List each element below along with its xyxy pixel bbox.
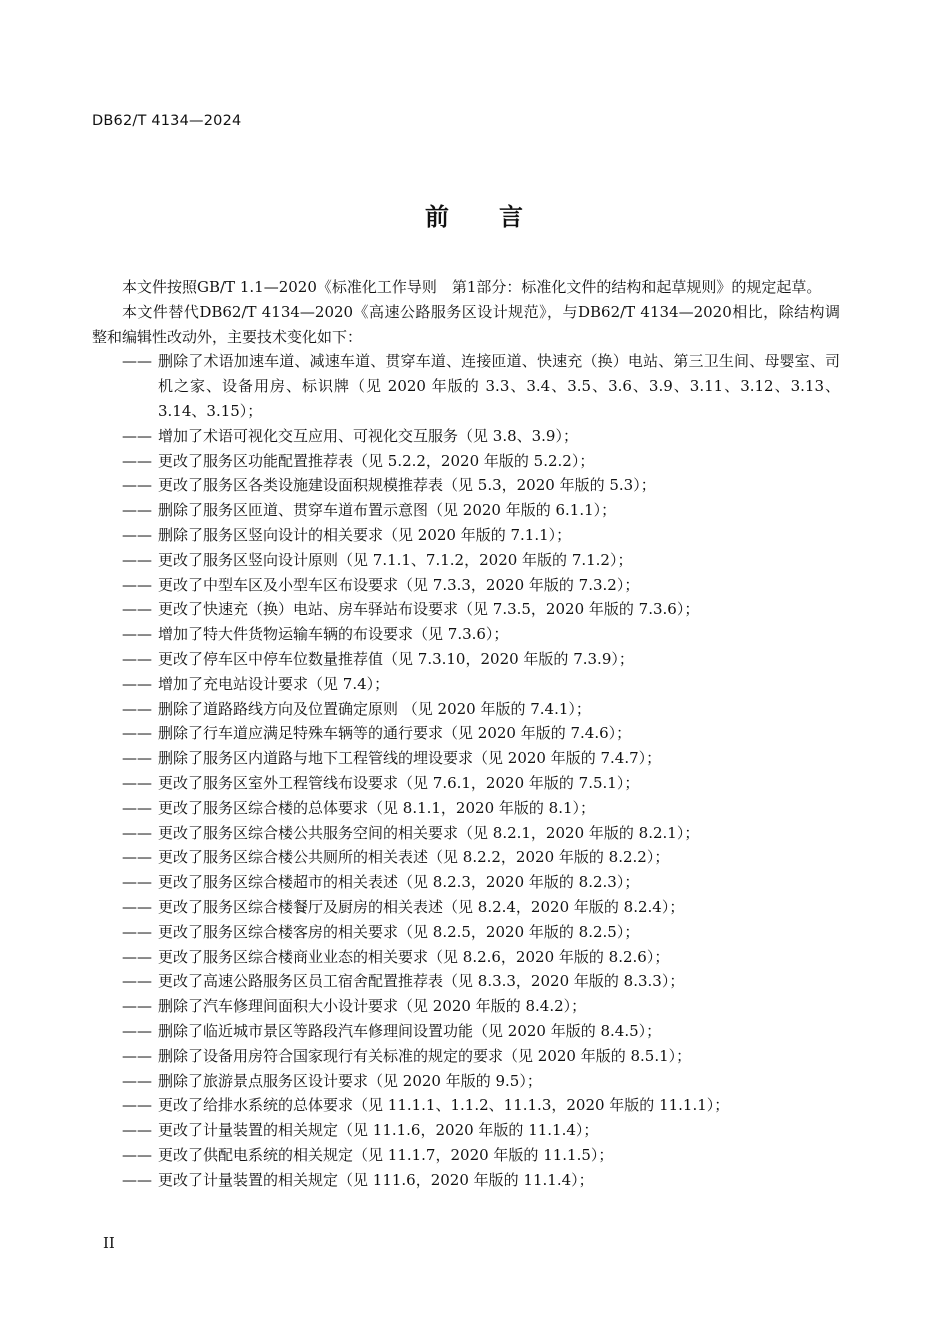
list-dash: —— bbox=[122, 525, 152, 544]
change-item-text: 更改了计量装置的相关规定（见 111.6，2020 年版的 11.1.4）； bbox=[158, 1170, 594, 1189]
change-item-text: 更改了停车区中停车位数量推荐值（见 7.3.10，2020 年版的 7.3.9）； bbox=[158, 649, 634, 668]
change-item-text: 更改了服务区室外工程管线布设要求（见 7.6.1，2020 年版的 7.5.1）； bbox=[158, 773, 640, 792]
change-item-text: 更改了服务区各类设施建设面积规模推荐表（见 5.3，2020 年版的 5.3）； bbox=[158, 476, 656, 495]
list-dash: —— bbox=[122, 625, 152, 644]
change-item bbox=[92, 994, 840, 1019]
change-item-text: 更改了服务区综合楼公共服务空间的相关要求（见 8.2.1，2020 年版的 8.2.1）； bbox=[158, 823, 700, 842]
list-dash: —— bbox=[122, 773, 152, 792]
list-dash: —— bbox=[122, 1170, 152, 1189]
change-item bbox=[92, 424, 840, 449]
list-dash: —— bbox=[122, 972, 152, 991]
change-item-text: 更改了服务区综合楼商业业态的相关要求（见 8.2.6，2020 年版的 8.2.6）； bbox=[158, 947, 670, 966]
change-item-text: 更改了计量装置的相关规定（见 11.1.6，2020 年版的 11.1.4）； bbox=[158, 1121, 599, 1140]
list-dash: —— bbox=[122, 724, 152, 743]
list-dash: —— bbox=[122, 897, 152, 916]
list-dash: —— bbox=[122, 501, 152, 520]
change-item bbox=[92, 870, 840, 895]
change-item bbox=[92, 647, 840, 672]
change-item bbox=[92, 523, 840, 548]
change-item-text: 删除了术语加速车道、减速车道、贯穿车道、连接匝道、快速充（换）电站、第三卫生间、母婴室、司机之家、设备用房、标识牌（见 2020 年版的 3.3、3.4、3.5、3.6、3.9、3.11、3.12、3.13、3.14、3.15）； bbox=[158, 352, 840, 420]
document-body bbox=[92, 275, 840, 1192]
list-dash: —— bbox=[122, 600, 152, 619]
change-item bbox=[92, 746, 840, 771]
change-item-text: 删除了旅游景点服务区设计要求（见 2020 年版的 9.5）； bbox=[158, 1071, 542, 1090]
change-item bbox=[92, 821, 840, 846]
change-item bbox=[92, 721, 840, 746]
change-item-text: 增加了特大件货物运输车辆的布设要求（见 7.3.6）； bbox=[158, 625, 509, 644]
change-item bbox=[92, 597, 840, 622]
change-item-text: 更改了快速充（换）电站、房车驿站布设要求（见 7.3.5，2020 年版的 7.3.6）； bbox=[158, 600, 700, 619]
change-item bbox=[92, 548, 840, 573]
changes-list bbox=[92, 349, 840, 1192]
page-title bbox=[0, 197, 950, 232]
change-item bbox=[92, 1093, 840, 1118]
change-item bbox=[92, 920, 840, 945]
change-item bbox=[92, 1143, 840, 1168]
list-dash: —— bbox=[122, 550, 152, 569]
list-dash: —— bbox=[122, 352, 152, 371]
change-item-text: 删除了服务区内道路与地下工程管线的埋设要求（见 2020 年版的 7.4.7）； bbox=[158, 749, 662, 768]
change-item-text: 删除了服务区竖向设计的相关要求（见 2020 年版的 7.1.1）； bbox=[158, 525, 572, 544]
intro-paragraph-2: 本文件替代DB62/T 4134—2020《高速公路服务区设计规范》，与DB62/T 4134—2020相比，除结构调整和编辑性改动外，主要技术变化如下： bbox=[92, 302, 840, 346]
list-dash: —— bbox=[122, 997, 152, 1016]
change-item bbox=[92, 1044, 840, 1069]
change-item-text: 删除了道路路线方向及位置确定原则 （见 2020 年版的 7.4.1）； bbox=[158, 699, 591, 718]
change-item-text: 更改了中型车区及小型车区布设要求（见 7.3.3，2020 年版的 7.3.2）； bbox=[158, 575, 640, 594]
list-dash: —— bbox=[122, 699, 152, 718]
change-item-text: 更改了高速公路服务区员工宿舍配置推荐表（见 8.3.3，2020 年版的 8.3.3）； bbox=[158, 972, 685, 991]
change-item-text: 删除了设备用房符合国家现行有关标准的规定的要求（见 2020 年版的 8.5.1）； bbox=[158, 1046, 692, 1065]
list-dash: —— bbox=[122, 1096, 152, 1115]
change-item bbox=[92, 969, 840, 994]
change-item-text: 增加了术语可视化交互应用、可视化交互服务（见 3.8、3.9）； bbox=[158, 426, 578, 445]
change-item bbox=[92, 697, 840, 722]
list-dash: —— bbox=[122, 922, 152, 941]
change-item bbox=[92, 349, 840, 423]
change-item bbox=[92, 1168, 840, 1193]
list-dash: —— bbox=[122, 451, 152, 470]
change-item-text: 删除了服务区匝道、贯穿车道布置示意图（见 2020 年版的 6.1.1）； bbox=[158, 501, 617, 520]
list-dash: —— bbox=[122, 1046, 152, 1065]
list-dash: —— bbox=[122, 1121, 152, 1140]
change-item bbox=[92, 573, 840, 598]
list-dash: —— bbox=[122, 476, 152, 495]
title-char-1: 前 bbox=[425, 203, 451, 231]
list-dash: —— bbox=[122, 749, 152, 768]
title-char-2: 言 bbox=[499, 203, 525, 231]
change-item-text: 删除了汽车修理间面积大小设计要求（见 2020 年版的 8.4.2）； bbox=[158, 997, 587, 1016]
change-item bbox=[92, 1069, 840, 1094]
change-item-text: 更改了服务区竖向设计原则（见 7.1.1、7.1.2，2020 年版的 7.1.2）； bbox=[158, 550, 633, 569]
change-item bbox=[92, 1019, 840, 1044]
change-item bbox=[92, 473, 840, 498]
change-item-text: 更改了供配电系统的相关规定（见 11.1.7，2020 年版的 11.1.5）； bbox=[158, 1145, 614, 1164]
page-number: II bbox=[103, 1234, 115, 1252]
list-dash: —— bbox=[122, 426, 152, 445]
change-item-text: 更改了服务区综合楼公共厕所的相关表述（见 8.2.2，2020 年版的 8.2.2）； bbox=[158, 848, 670, 867]
change-item bbox=[92, 771, 840, 796]
change-item bbox=[92, 895, 840, 920]
list-dash: —— bbox=[122, 674, 152, 693]
list-dash: —— bbox=[122, 1145, 152, 1164]
change-item bbox=[92, 622, 840, 647]
list-dash: —— bbox=[122, 649, 152, 668]
list-dash: —— bbox=[122, 1071, 152, 1090]
change-item bbox=[92, 672, 840, 697]
list-dash: —— bbox=[122, 1021, 152, 1040]
intro-paragraph-1: 本文件按照GB/T 1.1—2020《标准化工作导则 第1部分：标准化文件的结构和起草规则》的规定起草。 bbox=[122, 278, 822, 296]
change-item-text: 删除了行车道应满足特殊车辆等的通行要求（见 2020 年版的 7.4.6）； bbox=[158, 724, 632, 743]
change-item-text: 更改了服务区功能配置推荐表（见 5.2.2，2020 年版的 5.2.2）； bbox=[158, 451, 595, 470]
change-item-text: 更改了服务区综合楼客房的相关要求（见 8.2.5，2020 年版的 8.2.5）； bbox=[158, 922, 640, 941]
change-item bbox=[92, 845, 840, 870]
change-item-text: 删除了临近城市景区等路段汽车修理间设置功能（见 2020 年版的 8.4.5）； bbox=[158, 1021, 662, 1040]
change-item bbox=[92, 498, 840, 523]
list-dash: —— bbox=[122, 873, 152, 892]
list-dash: —— bbox=[122, 798, 152, 817]
change-item bbox=[92, 449, 840, 474]
change-item bbox=[92, 796, 840, 821]
change-item-text: 更改了服务区综合楼的总体要求（见 8.1.1，2020 年版的 8.1）； bbox=[158, 798, 596, 817]
list-dash: —— bbox=[122, 575, 152, 594]
change-item-text: 更改了服务区综合楼超市的相关表述（见 8.2.3，2020 年版的 8.2.3）； bbox=[158, 873, 640, 892]
list-dash: —— bbox=[122, 848, 152, 867]
change-item bbox=[92, 945, 840, 970]
change-item-text: 更改了给排水系统的总体要求（见 11.1.1、1.1.2、11.1.3，2020 年版的 11.1.1）； bbox=[158, 1096, 730, 1115]
change-item-text: 增加了充电站设计要求（见 7.4）； bbox=[158, 674, 390, 693]
list-dash: —— bbox=[122, 823, 152, 842]
change-item bbox=[92, 1118, 840, 1143]
list-dash: —— bbox=[122, 947, 152, 966]
document-number: DB62/T 4134—2024 bbox=[92, 113, 242, 129]
change-item-text: 更改了服务区综合楼餐厅及厨房的相关表述（见 8.2.4，2020 年版的 8.2.4）； bbox=[158, 897, 685, 916]
